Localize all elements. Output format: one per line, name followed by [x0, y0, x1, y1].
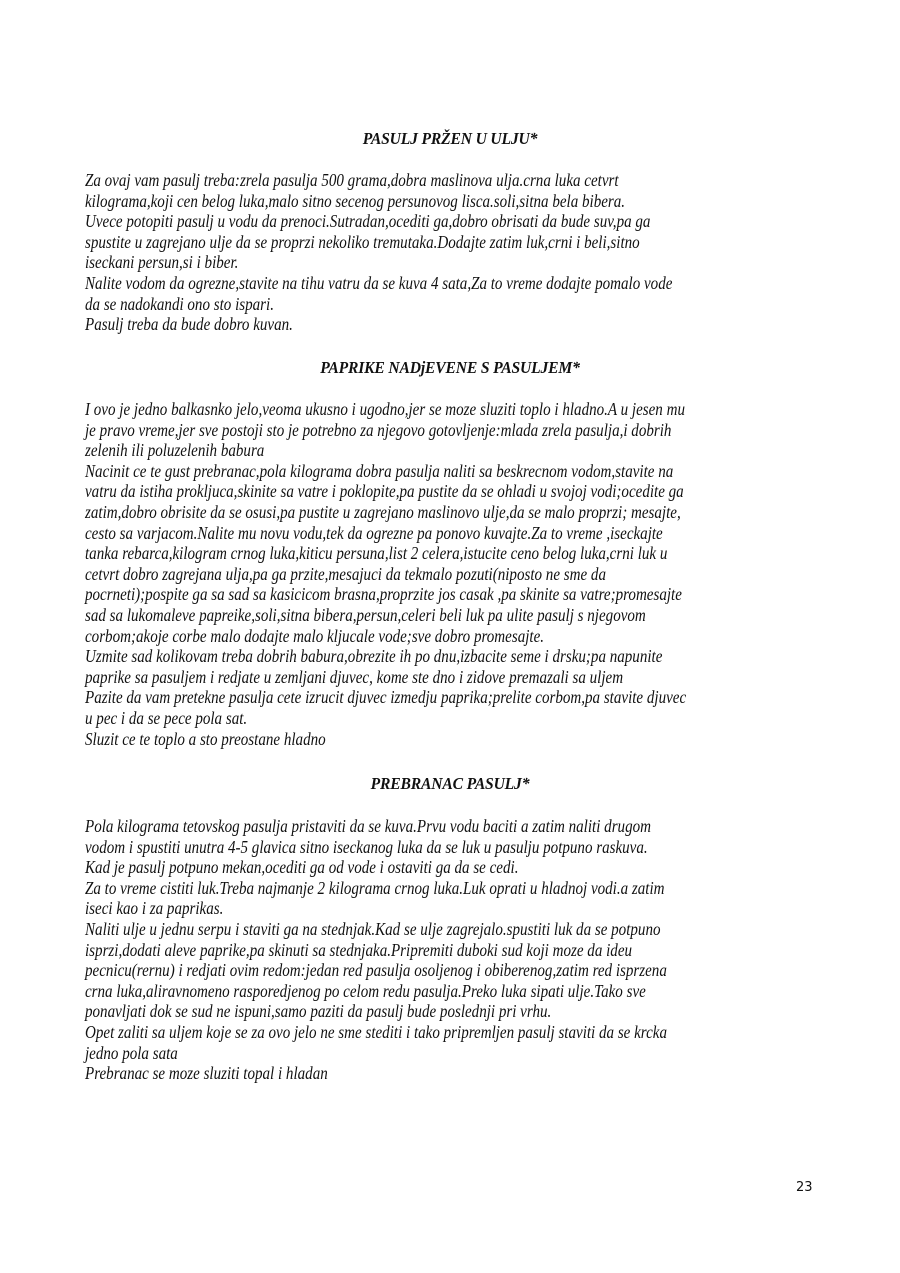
- text-line: cetvrt dobro zagrejana ulja,pa ga przite,mesajuci da tekmalo pozuti(niposto ne sme da: [85, 563, 606, 584]
- text-line: Pola kilograma tetovskog pasulja pristaviti da se kuva.Prvu vodu baciti a zatim naliti drugom: [85, 816, 652, 836]
- text-line: paprike sa pasuljem i redjate u zemljani djuvec, kome ste dno i zidove premazali sa uljem: [85, 666, 624, 687]
- text-line: zatim,dobro obrisite da se osusi,pa pustite u zagrejano maslinovo ulje,da se malo proprzi; mesajte,: [85, 501, 681, 522]
- text-line: corbom;akoje corbe malo dodajte malo kljucale vode;sve dobro promesajte.: [85, 625, 545, 646]
- text-line: iseckani persun,si i biber.: [85, 252, 239, 273]
- text-line: jedno pola sata: [85, 1042, 178, 1063]
- text-line: da se nadokandi ono sto ispari.: [85, 293, 274, 314]
- text-line: Uvece potopiti pasulj u vodu da prenoci.Sutradan,ocediti ga,dobro obrisati da bude suv,pa ga: [85, 211, 651, 232]
- section-title-pasulj-przen: PASULJ PRŽEN U ULJU*: [362, 129, 538, 148]
- page-number: 23: [796, 1180, 813, 1195]
- section-body-pasulj-przen: [85, 170, 900, 335]
- text-line: Pazite da vam pretekne pasulja cete izrucit djuvec izmedju paprika;prelite corbom,pa stavite djuvec: [85, 687, 687, 708]
- text-line: Za to vreme cistiti luk.Treba najmanje 2 kilograma crnog luka.Luk oprati u hladnoj vodi.a zatim: [85, 877, 665, 898]
- text-line: Kad je pasulj potpuno mekan,ocediti ga od vode i ostaviti ga da se cedi.: [85, 857, 519, 878]
- text-line: Nacinit ce te gust prebranac,pola kilograma dobra pasulja naliti sa beskrecnom vodom,stavite na: [85, 460, 674, 481]
- text-line: Naliti ulje u jednu serpu i staviti ga na stednjak.Kad se ulje zagrejalo.spustiti luk da se potpuno: [85, 918, 661, 939]
- text-line: Pasulj treba da bude dobro kuvan.: [85, 314, 293, 335]
- text-line: pocrneti);pospite ga sa sad sa kasicicom brasna,proprzite jos casak ,pa skinite sa vatre;promesajte: [85, 584, 682, 605]
- text-line: Za ovaj vam pasulj treba:zrela pasulja 500 grama,dobra maslinova ulja.crna luka cetvrt: [85, 170, 619, 190]
- text-line: Opet zaliti sa uljem koje se za ovo jelo ne sme stediti i tako pripremljen pasulj staviti da se krcka: [85, 1021, 667, 1042]
- section-body-prebranac: [85, 816, 900, 1084]
- text-line: tanka rebarca,kilogram crnog luka,kiticu persuna,list 2 celera,istucite ceno belog luka,crni luk u: [85, 543, 668, 564]
- text-line: Nalite vodom da ogrezne,stavite na tihu vatru da se kuva 4 sata,Za to vreme dodajte pomalo vode: [85, 272, 673, 293]
- text-line: I ovo je jedno balkasnko jelo,veoma ukusno i ugodno,jer se moze sluziti toplo i hladno.A u jesen mu: [85, 399, 685, 419]
- text-line: pecnicu(rernu) i redjati ovim redom:jedan red pasulja osoljenog i obiberenog,zatim red isprzena: [85, 960, 667, 981]
- text-line: vatru da istiha prokljuca,skinite sa vatre i poklopite,pa pustite da se ohladi u svojoj vodi;ocedite ga: [85, 481, 684, 502]
- text-line: Uzmite sad kolikovam treba dobrih babura,obrezite ih po dnu,izbacite seme i drsku;pa napunite: [85, 646, 663, 667]
- text-line: isprzi,dodati aleve paprike,pa skinuti sa stednjaka.Pripremiti duboki sud koji moze da ideu: [85, 939, 633, 960]
- text-line: iseci kao i za paprikas.: [85, 898, 224, 919]
- text-line: sad sa lukomaleve papreike,soli,sitna bibera,persun,celeri beli luk pa ulite pasulj s njegovom: [85, 604, 646, 625]
- text-line: Prebranac se moze sluziti topal i hladan: [85, 1063, 328, 1084]
- text-line: spustite u zagrejano ulje da se proprzi nekoliko tremutaka.Dodajte zatim luk,crni i beli,sitno: [85, 231, 640, 252]
- text-line: je pravo vreme,jer sve postoji sto je potrebno za njegovo gotovljenje:mlada zrela pasulja,i dobrih: [85, 419, 672, 440]
- text-line: ponavljati dok se sud ne ispuni,samo paziti da pasulj bude poslednji pri vrhu.: [85, 1001, 552, 1022]
- section-body-paprike-nadjevene: [85, 399, 900, 749]
- text-line: vodom i spustiti unutra 4-5 glavica sitno iseckanog luka da se luk u pasulju potpuno raskuva.: [85, 836, 648, 857]
- text-line: crna luka,aliravnomeno rasporedjenog po celom redu pasulja.Preko luka sipati ulje.Tako sve: [85, 980, 646, 1001]
- text-line: kilograma,koji cen belog luka,malo sitno secenog persunovog lisca.soli,sitna bela bibera.: [85, 190, 626, 211]
- section-title-paprike-nadjevene: PAPRIKE NADjEVENE S PASULJEM*: [320, 358, 580, 377]
- text-line: Sluzit ce te toplo a sto preostane hladno: [85, 728, 326, 749]
- text-line: u pec i da se pece pola sat.: [85, 707, 248, 728]
- text-line: zelenih ili poluzelenih babura: [85, 440, 265, 461]
- text-line: cesto sa varjacom.Nalite mu novu vodu,tek da ogrezne pa ponovo kuvajte.Za to vreme ,iseckajte: [85, 522, 663, 543]
- section-title-prebranac: PREBRANAC PASULJ*: [370, 774, 530, 793]
